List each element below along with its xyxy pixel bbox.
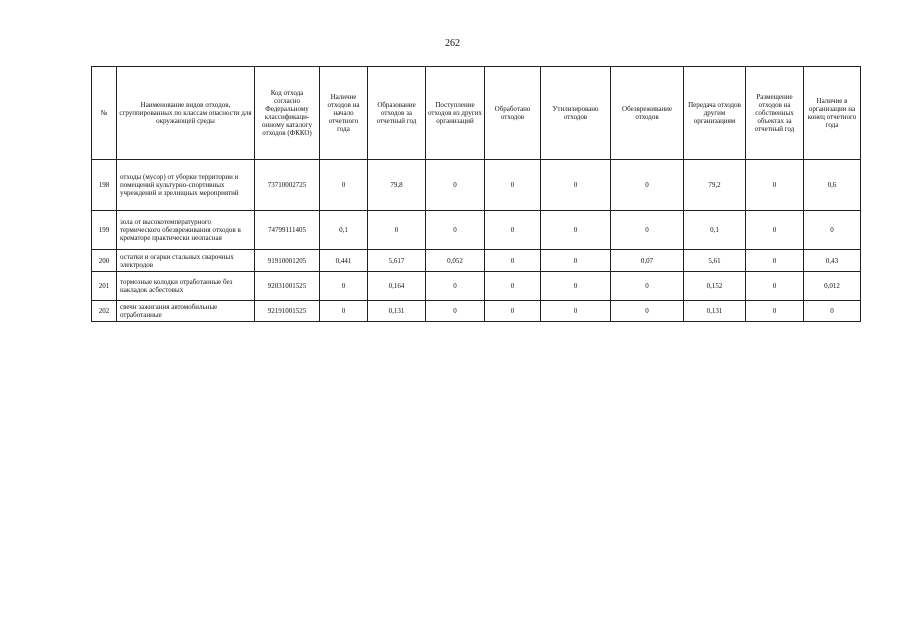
header-placed: Размещение отходов на собственных объектах за отчетный год xyxy=(746,67,804,160)
table-row xyxy=(92,250,861,272)
end-balance: 0 xyxy=(804,301,861,322)
neutralized: 0 xyxy=(611,301,684,322)
table-header-row xyxy=(92,67,861,160)
row-number: 200 xyxy=(92,250,117,272)
placed: 0 xyxy=(746,160,804,211)
transferred: 5,61 xyxy=(684,250,746,272)
neutralized: 0 xyxy=(611,211,684,250)
start-balance: 0,1 xyxy=(320,211,368,250)
start-balance: 0,441 xyxy=(320,250,368,272)
header-neutralized: Обезвреживание отходов xyxy=(611,67,684,160)
received: 0,052 xyxy=(426,250,485,272)
start-balance: 0 xyxy=(320,160,368,211)
header-received: Поступление отходов из других организаций xyxy=(426,67,485,160)
utilized: 0 xyxy=(541,211,611,250)
placed: 0 xyxy=(746,301,804,322)
header-fkko-code: Код отхода согласно Федеральному классификаци-онному каталогу отходов (ФККО) xyxy=(255,67,320,160)
placed: 0 xyxy=(746,250,804,272)
header-number: № xyxy=(92,67,117,160)
utilized: 0 xyxy=(541,301,611,322)
header-waste-name: Наименование видов отходов, сгруппированных по классам опасности для окружающей среды xyxy=(117,67,255,160)
placed: 0 xyxy=(746,272,804,301)
header-transferred: Передача отходов другим организациям xyxy=(684,67,746,160)
neutralized: 0 xyxy=(611,160,684,211)
generated: 0 xyxy=(368,211,426,250)
fkko-code: 91910001205 xyxy=(255,250,320,272)
end-balance: 0,6 xyxy=(804,160,861,211)
generated: 79,8 xyxy=(368,160,426,211)
waste-name: тормозные колодки отработанные без накладок асбестовых xyxy=(117,272,255,301)
processed: 0 xyxy=(485,250,541,272)
waste-name: отходы (мусор) от уборки территории и помещений культурно-спортивных учреждений и зрелищных мероприятий xyxy=(117,160,255,211)
processed: 0 xyxy=(485,272,541,301)
received: 0 xyxy=(426,211,485,250)
transferred: 0,131 xyxy=(684,301,746,322)
end-balance: 0,43 xyxy=(804,250,861,272)
table-row xyxy=(92,301,861,322)
fkko-code: 73710002725 xyxy=(255,160,320,211)
header-start-balance: Наличие отходов на начало отчетного года xyxy=(320,67,368,160)
placed: 0 xyxy=(746,211,804,250)
processed: 0 xyxy=(485,211,541,250)
generated: 0,131 xyxy=(368,301,426,322)
transferred: 0,1 xyxy=(684,211,746,250)
fkko-code: 74799111405 xyxy=(255,211,320,250)
header-utilized: Утилизировано отходов xyxy=(541,67,611,160)
row-number: 201 xyxy=(92,272,117,301)
header-generated: Образование отходов за отчетный год xyxy=(368,67,426,160)
start-balance: 0 xyxy=(320,301,368,322)
row-number: 198 xyxy=(92,160,117,211)
generated: 5,617 xyxy=(368,250,426,272)
fkko-code: 92031001525 xyxy=(255,272,320,301)
processed: 0 xyxy=(485,160,541,211)
transferred: 0,152 xyxy=(684,272,746,301)
waste-table xyxy=(91,66,861,322)
utilized: 0 xyxy=(541,160,611,211)
end-balance: 0,012 xyxy=(804,272,861,301)
row-number: 199 xyxy=(92,211,117,250)
fkko-code: 92191001525 xyxy=(255,301,320,322)
header-end-balance: Наличие в организации на конец отчетного года xyxy=(804,67,861,160)
neutralized: 0,07 xyxy=(611,250,684,272)
utilized: 0 xyxy=(541,272,611,301)
end-balance: 0 xyxy=(804,211,861,250)
page-number: 262 xyxy=(445,38,460,49)
header-processed: Обработано отходов xyxy=(485,67,541,160)
waste-name: зола от высокотемпературного термического обезвреживания отходов в крематоре практически неопасная xyxy=(117,211,255,250)
utilized: 0 xyxy=(541,250,611,272)
waste-name: свечи зажигания автомобильные отработанные xyxy=(117,301,255,322)
received: 0 xyxy=(426,272,485,301)
received: 0 xyxy=(426,301,485,322)
start-balance: 0 xyxy=(320,272,368,301)
generated: 0,164 xyxy=(368,272,426,301)
transferred: 79,2 xyxy=(684,160,746,211)
waste-name: остатки и огарки стальных сварочных электродов xyxy=(117,250,255,272)
row-number: 202 xyxy=(92,301,117,322)
table-row xyxy=(92,211,861,250)
received: 0 xyxy=(426,160,485,211)
table-row xyxy=(92,160,861,211)
table-row xyxy=(92,272,861,301)
neutralized: 0 xyxy=(611,272,684,301)
processed: 0 xyxy=(485,301,541,322)
